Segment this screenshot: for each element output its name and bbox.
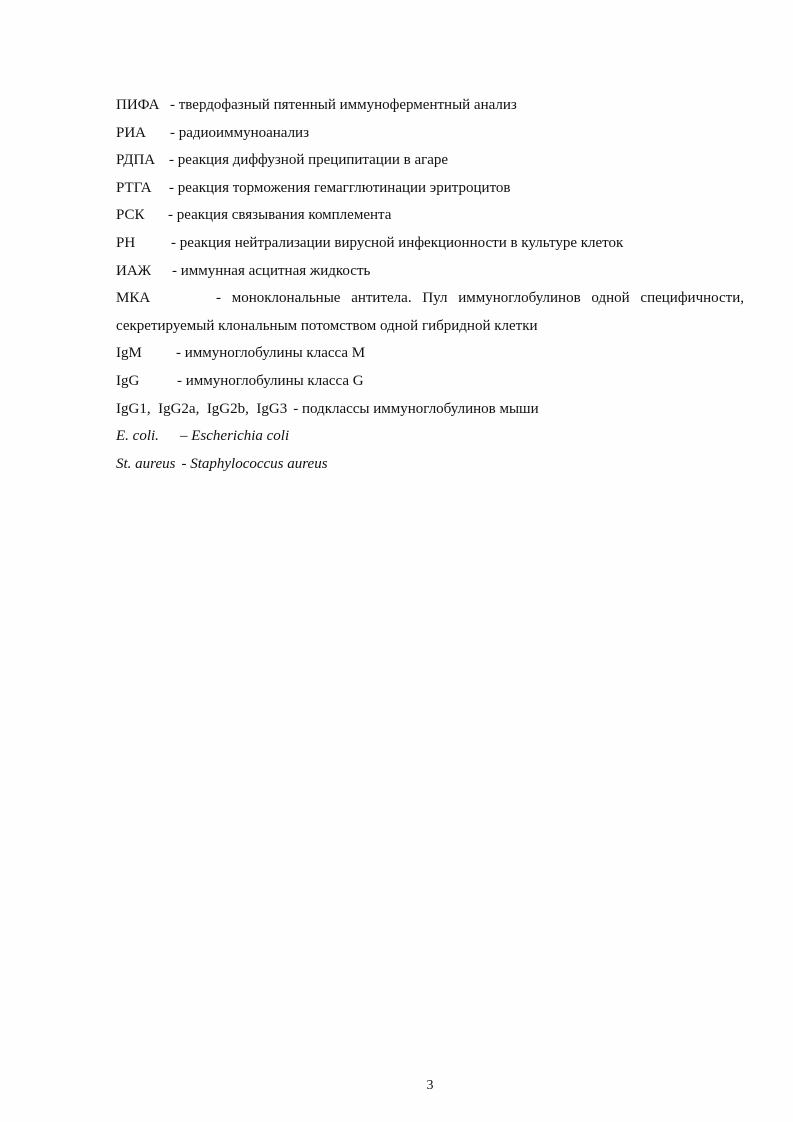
abbreviation-term: МКА xyxy=(116,290,151,307)
abbreviation-term: IgG1, IgG2a, IgG2b, IgG3 xyxy=(116,400,288,417)
abbreviation-list xyxy=(116,92,744,478)
justified-line xyxy=(116,285,744,313)
abbreviation-definition: - иммуноглобулины класса G xyxy=(177,372,364,389)
abbreviation-term: ИАЖ xyxy=(116,262,152,279)
abbreviation-definition: - твердофазный пятенный иммуноферментный анализ xyxy=(170,97,517,113)
abbreviation-entry xyxy=(116,340,744,368)
abbreviation-definition: - иммуноглобулины класса М xyxy=(176,345,366,362)
abbreviation-entry xyxy=(116,451,744,479)
abbreviation-definition: - моноклональные антитела. Пул иммуноглобулинов одной специфичности, xyxy=(216,290,744,307)
abbreviation-term: St. aureus xyxy=(116,455,176,472)
abbreviation-definition: - реакция торможения гемагглютинации эритроцитов xyxy=(169,179,511,196)
abbreviation-term: E. coli. xyxy=(116,428,159,445)
abbreviation-entry xyxy=(116,368,744,396)
abbreviation-entry xyxy=(116,202,744,230)
abbreviation-definition: - реакция связывания комплемента xyxy=(168,207,392,224)
abbreviation-definition: - иммунная асцитная жидкость xyxy=(172,262,371,279)
abbreviation-term: РИА xyxy=(116,124,147,141)
abbreviation-definition: - радиоиммуноанализ xyxy=(170,124,310,141)
abbreviation-definition-continuation: секретируемый клональным потомством одной гибридной клетки xyxy=(116,317,538,334)
abbreviation-entry xyxy=(116,120,744,148)
abbreviation-entry xyxy=(116,92,744,120)
abbreviation-entry xyxy=(116,285,744,340)
abbreviation-term: IgG xyxy=(116,372,140,389)
abbreviation-definition: - Staphylococcus aureus xyxy=(181,455,328,472)
abbreviation-definition: - подклассы иммуноглобулинов мыши xyxy=(293,400,539,417)
abbreviation-definition: – Escherichia coli xyxy=(180,428,290,445)
abbreviation-definition: - реакция диффузной преципитации в агаре xyxy=(169,152,449,169)
abbreviation-term: РТГА xyxy=(116,179,152,196)
abbreviation-term: IgM xyxy=(116,345,142,362)
abbreviation-entry xyxy=(116,147,744,175)
abbreviation-definition: - реакция нейтрализации вирусной инфекционности в культуре клеток xyxy=(171,234,624,251)
abbreviation-term: РСК xyxy=(116,207,145,224)
abbreviation-entry xyxy=(116,175,744,203)
page-number: 3 xyxy=(426,1078,434,1093)
abbreviation-term: РДПА xyxy=(116,152,156,169)
abbreviation-term: РН xyxy=(116,234,136,251)
abbreviation-entry xyxy=(116,258,744,286)
abbreviation-entry xyxy=(116,230,744,258)
abbreviation-entry xyxy=(116,423,744,451)
abbreviation-term: ПИФА xyxy=(116,97,160,113)
abbreviation-entry xyxy=(116,396,744,424)
